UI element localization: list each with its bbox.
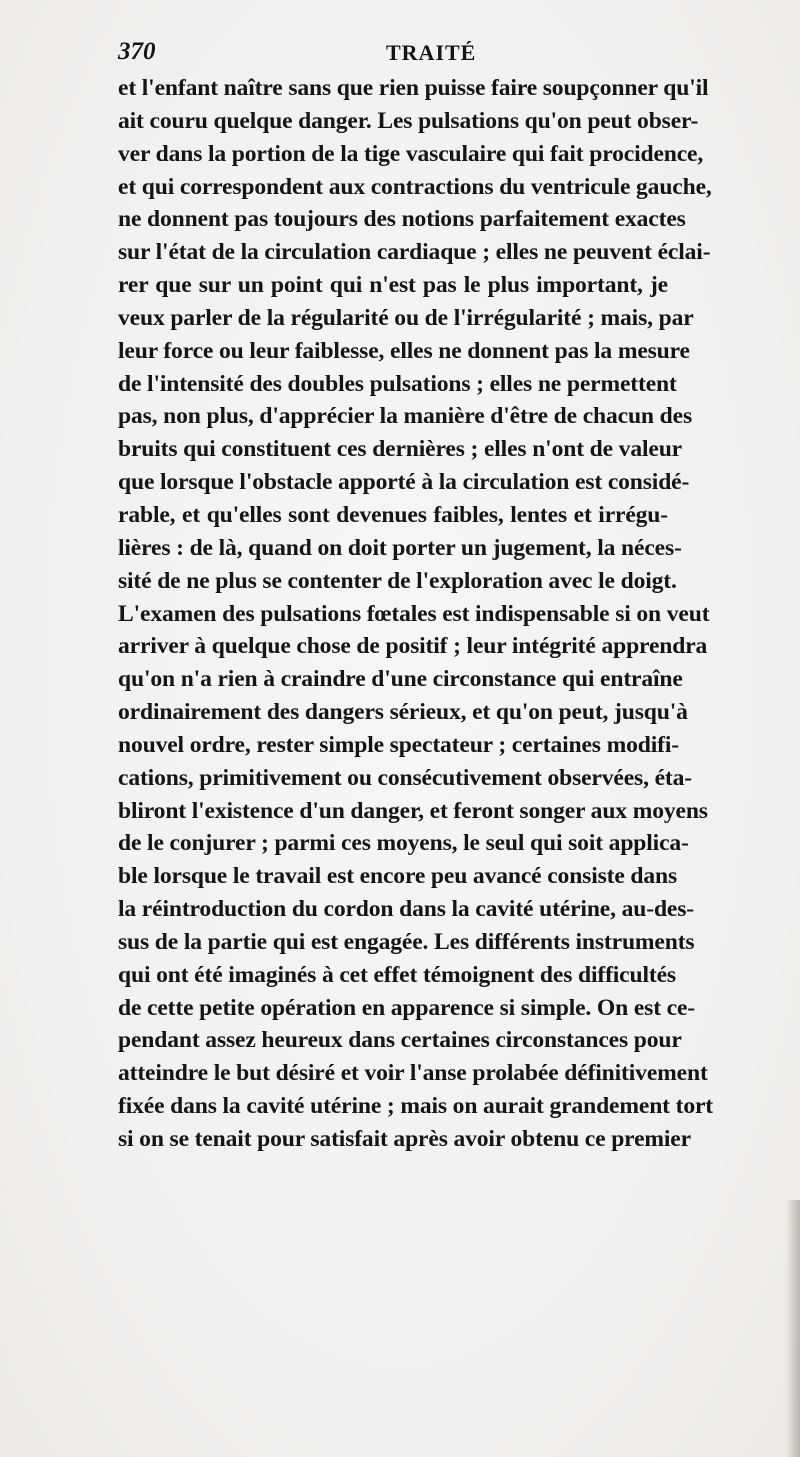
page-edge-shadow <box>786 1200 800 1457</box>
text-line: la réintroduction du cordon dans la cavité utérine, au-des- <box>118 896 694 923</box>
text-line: si on se tenait pour satisfait après avoir obtenu ce premier <box>118 1126 691 1152</box>
text-line: qu'on n'a rien à craindre d'une circonstance qui entraîne <box>118 666 683 693</box>
text-line: veux parler de la régularité ou de l'irrégularité ; mais, par <box>118 304 694 331</box>
body-text <box>118 72 714 1156</box>
text-line: rable, et qu'elles sont devenues faibles, lentes et irrégu- <box>118 501 668 528</box>
text-line: ver dans la portion de la tige vasculaire qui fait procidence, <box>118 140 704 167</box>
text-line: sité de ne plus se contenter de l'exploration avec le doigt. <box>118 567 677 594</box>
text-line: de le conjurer ; parmi ces moyens, le seul qui soit applica- <box>118 830 689 857</box>
text-line: leur force ou leur faiblesse, elles ne donnent pas la mesure <box>118 337 690 364</box>
text-line: bruits qui constituent ces dernières ; elles n'ont de valeur <box>118 436 683 463</box>
text-line: pendant assez heureux dans certaines circonstances pour <box>118 1027 682 1054</box>
text-line: nouvel ordre, rester simple spectateur ; certaines modifi- <box>118 731 679 758</box>
text-line: de l'intensité des doubles pulsations ; elles ne permettent <box>118 370 677 397</box>
text-line: L'examen des pulsations fœtales est indispensable si on veut <box>118 600 710 627</box>
text-line: de cette petite opération en apparence si simple. On est ce- <box>118 994 696 1021</box>
text-line: et qui correspondent aux contractions du ventricule gauche, <box>118 173 712 200</box>
text-line: arriver à quelque chose de positif ; leur intégrité apprendra <box>118 633 708 660</box>
text-line: et l'enfant naître sans que rien puisse faire soupçonner qu'il <box>118 75 709 101</box>
running-head: TRAITÉ <box>386 40 477 65</box>
text-line: que lorsque l'obstacle apporté à la circulation est considé- <box>118 469 690 496</box>
text-line: ble lorsque le travail est encore peu avancé consiste dans <box>118 863 678 890</box>
text-line: sus de la partie qui est engagée. Les différents instruments <box>118 928 695 955</box>
text-line: ait couru quelque danger. Les pulsations qu'on peut obser- <box>118 107 699 134</box>
page-header <box>118 38 665 72</box>
text-line: rer que sur un point qui n'est pas le plus important, je <box>118 272 668 299</box>
page-number: 370 <box>118 38 156 65</box>
text-line: pas, non plus, d'apprécier la manière d'être de chacun des <box>118 403 692 430</box>
text-line: atteindre le but désiré et voir l'anse prolabée définitivement <box>118 1060 708 1087</box>
text-line: lières : de là, quand on doit porter un jugement, la néces- <box>118 534 682 561</box>
text-line: ne donnent pas toujours des notions parfaitement exactes <box>118 206 686 233</box>
text-line: qui ont été imaginés à cet effet témoignent des difficultés <box>118 961 676 988</box>
text-line: bliront l'existence d'un danger, et feront songer aux moyens <box>118 797 708 824</box>
text-line: cations, primitivement ou consécutivement observées, éta- <box>118 764 692 791</box>
text-line: ordinairement des dangers sérieux, et qu'on peut, jusqu'à <box>118 699 688 726</box>
text-line: sur l'état de la circulation cardiaque ; elles ne peuvent éclai- <box>118 239 711 266</box>
text-line: fixée dans la cavité utérine ; mais on aurait grandement tort <box>118 1093 714 1120</box>
